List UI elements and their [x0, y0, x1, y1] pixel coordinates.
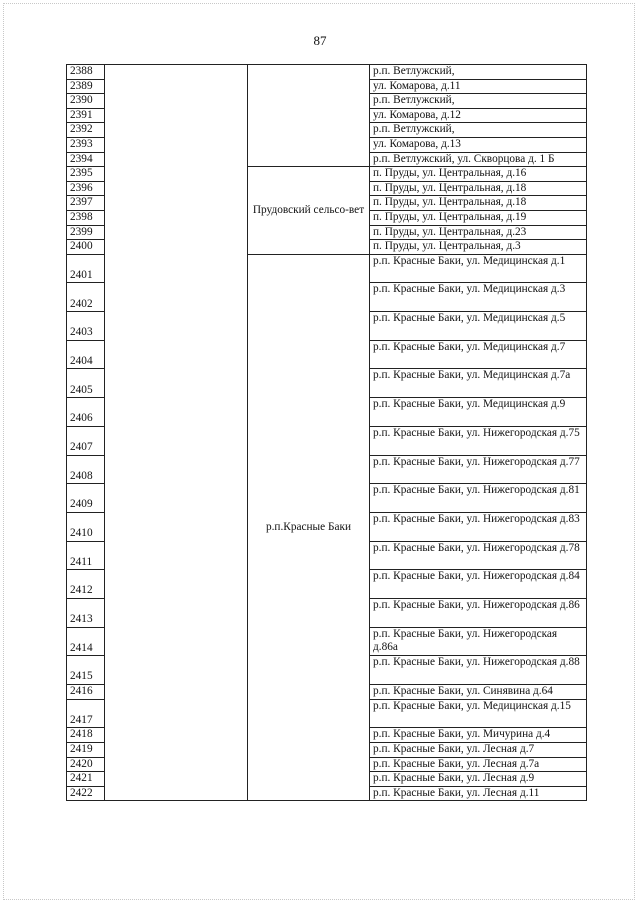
row-number: 2416 [67, 685, 105, 700]
row-number: 2422 [67, 786, 105, 801]
address-cell: р.п. Красные Баки, ул. Нижегородская д.86а [370, 627, 587, 656]
address-cell: п. Пруды, ул. Центральная, д.18 [370, 196, 587, 211]
address-cell: р.п. Ветлужский, [370, 94, 587, 109]
settlement-name: р.п.Красные Баки [248, 254, 370, 801]
row-number: 2396 [67, 181, 105, 196]
address-cell: р.п. Красные Баки, ул. Медицинская д.9 [370, 398, 587, 427]
row-number: 2409 [67, 484, 105, 513]
address-cell: ул. Комарова, д.12 [370, 108, 587, 123]
address-cell: р.п. Красные Баки, ул. Медицинская д.1 [370, 254, 587, 283]
address-cell: р.п. Ветлужский, [370, 123, 587, 138]
row-number: 2420 [67, 757, 105, 772]
row-number: 2390 [67, 94, 105, 109]
row-number: 2401 [67, 254, 105, 283]
address-cell: р.п. Красные Баки, ул. Нижегородская д.78 [370, 541, 587, 570]
address-cell: ул. Комарова, д.11 [370, 79, 587, 94]
row-number: 2406 [67, 398, 105, 427]
row-number: 2414 [67, 627, 105, 656]
address-table-body [67, 65, 587, 801]
address-cell: р.п. Красные Баки, ул. Мичурина д.4 [370, 728, 587, 743]
row-number: 2392 [67, 123, 105, 138]
address-cell: п. Пруды, ул. Центральная, д.16 [370, 167, 587, 182]
page-number: 87 [313, 33, 327, 48]
address-cell: р.п. Красные Баки, ул. Лесная д.7 [370, 742, 587, 757]
address-cell: р.п. Красные Баки, ул. Лесная д.11 [370, 786, 587, 801]
row-number: 2413 [67, 598, 105, 627]
district-cell [105, 65, 248, 801]
row-number: 2411 [67, 541, 105, 570]
address-cell: р.п. Красные Баки, ул. Синявина д.64 [370, 685, 587, 700]
address-cell: р.п. Красные Баки, ул. Нижегородская д.83 [370, 512, 587, 541]
row-number: 2407 [67, 426, 105, 455]
row-number: 2408 [67, 455, 105, 484]
settlement-name: Прудовский сельсо-вет [248, 167, 370, 255]
address-cell: р.п. Ветлужский, ул. Скворцова д. 1 Б [370, 152, 587, 167]
row-number: 2421 [67, 772, 105, 787]
row-number: 2412 [67, 570, 105, 599]
row-number: 2415 [67, 656, 105, 685]
row-number: 2410 [67, 512, 105, 541]
row-number: 2417 [67, 699, 105, 728]
address-cell: п. Пруды, ул. Центральная, д.23 [370, 225, 587, 240]
address-cell: р.п. Красные Баки, ул. Нижегородская д.86 [370, 598, 587, 627]
row-number: 2394 [67, 152, 105, 167]
address-cell: р.п. Красные Баки, ул. Лесная д.9 [370, 772, 587, 787]
address-cell: р.п. Красные Баки, ул. Лесная д.7а [370, 757, 587, 772]
address-cell: п. Пруды, ул. Центральная, д.19 [370, 210, 587, 225]
address-cell: ул. Комарова, д.13 [370, 137, 587, 152]
address-cell: р.п. Красные Баки, ул. Медицинская д.7а [370, 369, 587, 398]
address-cell: п. Пруды, ул. Центральная, д.18 [370, 181, 587, 196]
row-number: 2400 [67, 240, 105, 255]
row-number: 2398 [67, 210, 105, 225]
table-row [67, 65, 587, 80]
row-number: 2419 [67, 742, 105, 757]
row-number: 2391 [67, 108, 105, 123]
row-number: 2403 [67, 312, 105, 341]
address-cell: р.п. Красные Баки, ул. Медицинская д.15 [370, 699, 587, 728]
row-number: 2395 [67, 167, 105, 182]
settlement-name [248, 65, 370, 167]
row-number: 2393 [67, 137, 105, 152]
address-cell: п. Пруды, ул. Центральная, д.3 [370, 240, 587, 255]
address-cell: р.п. Красные Баки, ул. Медицинская д.3 [370, 283, 587, 312]
address-cell: р.п. Красные Баки, ул. Медицинская д.5 [370, 312, 587, 341]
row-number: 2389 [67, 79, 105, 94]
address-cell: р.п. Красные Баки, ул. Медицинская д.7 [370, 340, 587, 369]
row-number: 2402 [67, 283, 105, 312]
address-cell: р.п. Красные Баки, ул. Нижегородская д.81 [370, 484, 587, 513]
address-table [66, 64, 587, 801]
row-number: 2405 [67, 369, 105, 398]
address-cell: р.п. Красные Баки, ул. Нижегородская д.88 [370, 656, 587, 685]
address-cell: р.п. Красные Баки, ул. Нижегородская д.84 [370, 570, 587, 599]
address-cell: р.п. Красные Баки, ул. Нижегородская д.77 [370, 455, 587, 484]
row-number: 2397 [67, 196, 105, 211]
address-cell: р.п. Красные Баки, ул. Нижегородская д.75 [370, 426, 587, 455]
row-number: 2404 [67, 340, 105, 369]
row-number: 2418 [67, 728, 105, 743]
row-number: 2399 [67, 225, 105, 240]
row-number: 2388 [67, 65, 105, 80]
address-cell: р.п. Ветлужский, [370, 65, 587, 80]
